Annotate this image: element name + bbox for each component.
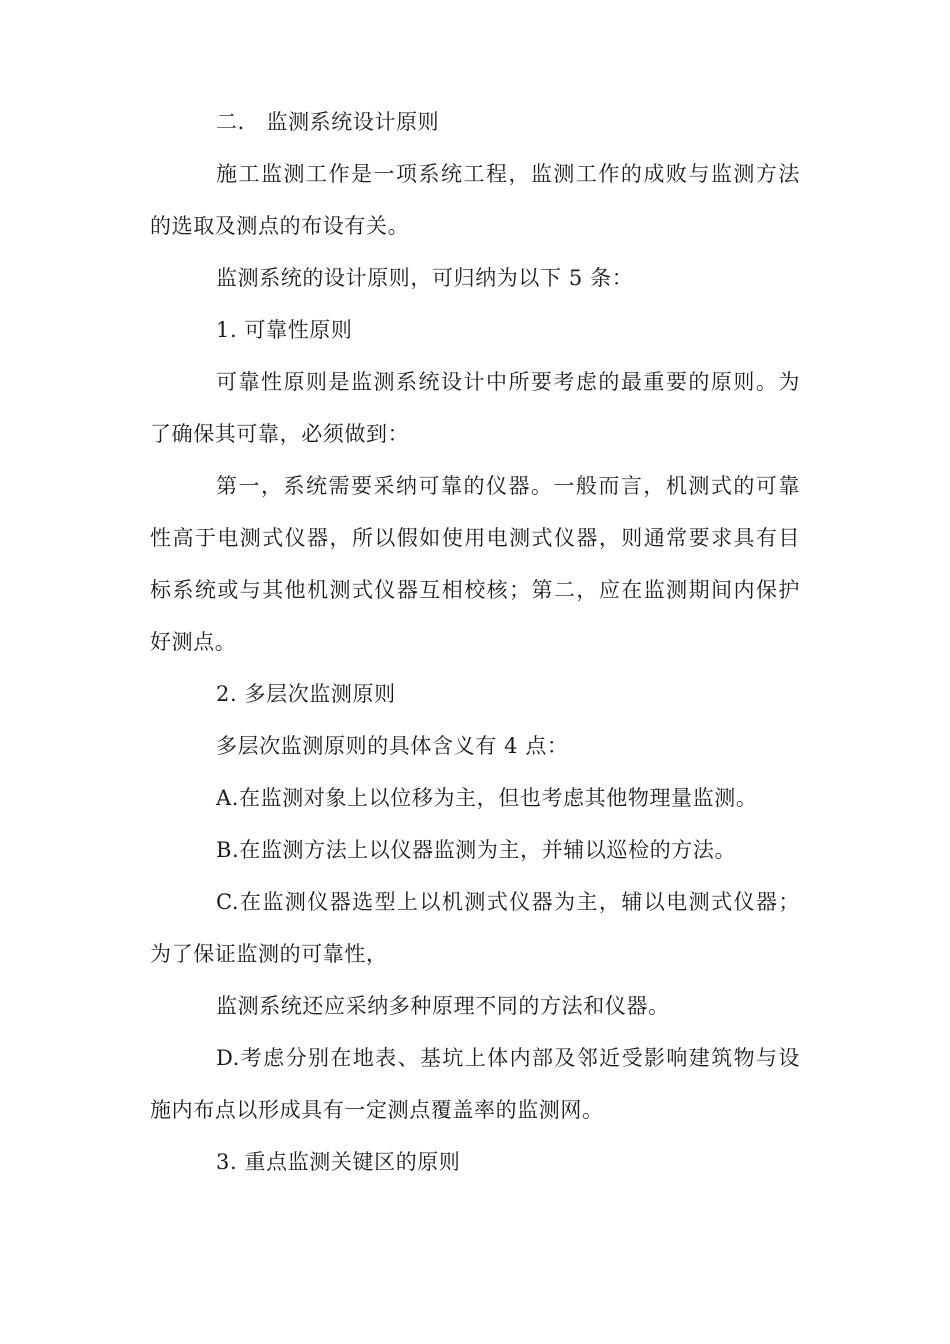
subheading: 1. 可靠性原则: [216, 318, 353, 342]
paragraph-line: 施内布点以形成具有一定测点覆盖率的监测网。: [150, 1098, 604, 1122]
subheading: 2. 多层次监测原则: [216, 682, 396, 706]
paragraph-line: 了确保其可靠，必须做到：: [150, 422, 410, 446]
paragraph-line: 施工监测工作是一项系统工程，监测工作的成败与监测方法: [216, 162, 800, 186]
paragraph-line: 性高于电测式仪器，所以假如使用电测式仪器，则通常要求具有目: [150, 526, 800, 550]
list-item: B.在监测方法上以仪器监测为主，并辅以巡检的方法。: [216, 838, 737, 862]
list-item: C.在监测仪器选型上以机测式仪器为主，辅以电测式仪器；: [216, 890, 800, 914]
paragraph-line: 的选取及测点的布设有关。: [150, 214, 410, 238]
list-item: D.考虑分别在地表、基坑上体内部及邻近受影响建筑物与设: [216, 1046, 800, 1070]
paragraph-line: 可靠性原则是监测系统设计中所要考虑的最重要的原则。为: [216, 370, 800, 394]
paragraph-line: 监测系统还应采纳多种原理不同的方法和仪器。: [216, 994, 670, 1018]
section-heading: 二． 监测系统设计原则: [216, 110, 440, 134]
paragraph-line: 好测点。: [150, 630, 237, 654]
paragraph-line: 为了保证监测的可靠性，: [150, 942, 388, 966]
document-body: [150, 110, 800, 1202]
list-item: A.在监测对象上以位移为主，但也考虑其他物理量监测。: [216, 786, 758, 810]
paragraph-line: 多层次监测原则的具体含义有 4 点：: [216, 734, 569, 758]
paragraph-line: 第一，系统需要采纳可靠的仪器。一般而言，机测式的可靠: [216, 474, 800, 498]
subheading: 3. 重点监测关键区的原则: [216, 1150, 461, 1174]
paragraph-line: 监测系统的设计原则，可归纳为以下 5 条：: [216, 266, 634, 290]
paragraph-line: 标系统或与其他机测式仪器互相校核；第二，应在监测期间内保护: [150, 578, 800, 602]
